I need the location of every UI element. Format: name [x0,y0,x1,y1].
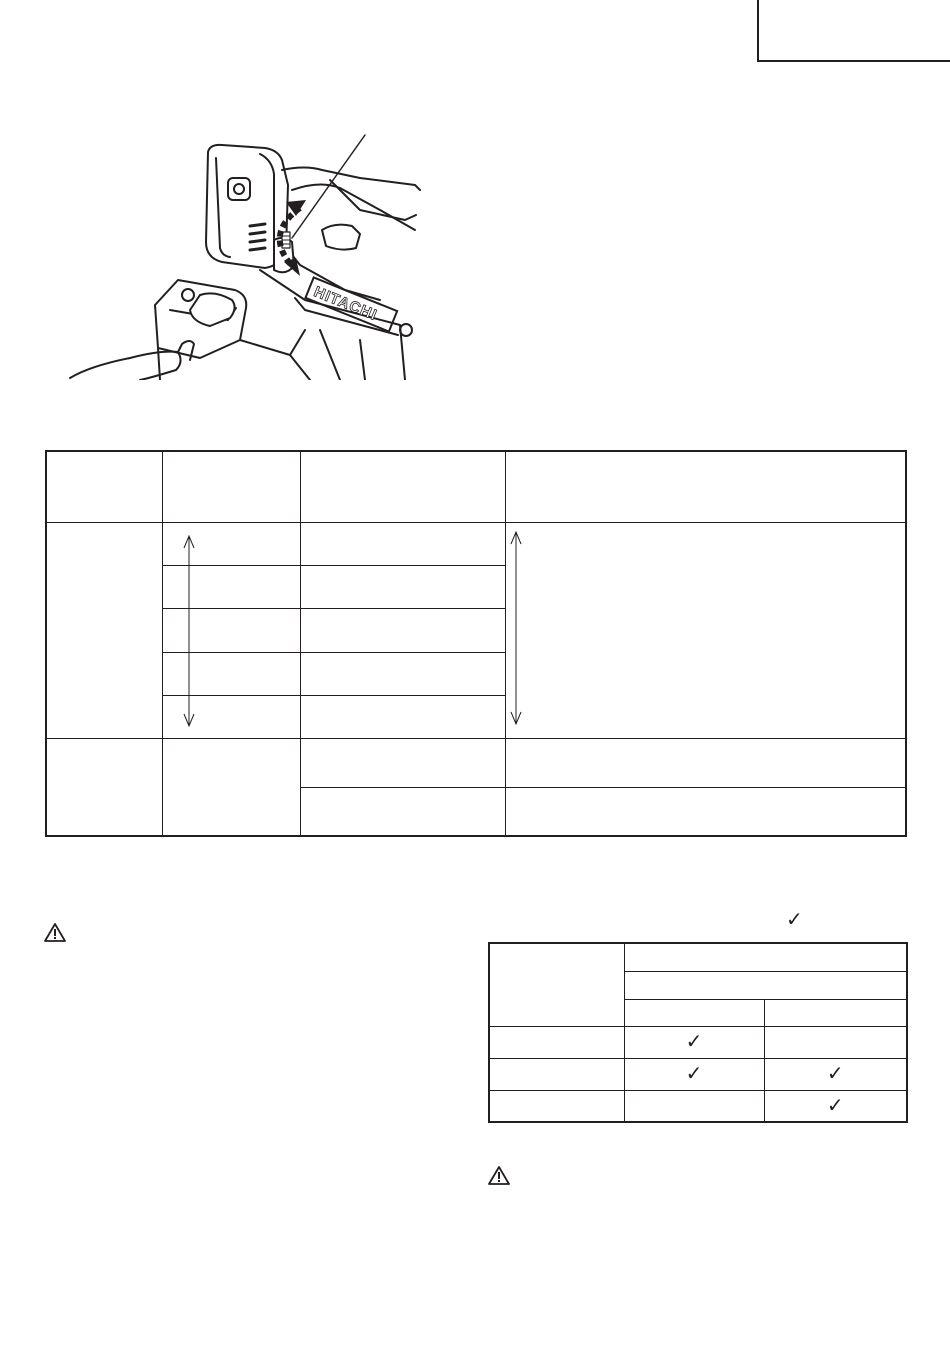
warning-triangle-icon [488,1165,510,1185]
mode-cell [46,738,162,836]
dial-cell [162,738,300,836]
header-cell [162,451,300,522]
table-header-row [489,943,907,971]
speed-cell [300,788,505,836]
header-cell [505,451,906,522]
check-cell [624,1026,764,1058]
check-cell [624,1090,764,1122]
brand-label: HITACHI [311,283,380,325]
dial-cell [162,609,300,652]
row-label-cell [489,1026,624,1058]
header-cell [624,943,907,971]
speed-cell [300,566,505,609]
dial-cell [162,566,300,609]
tool-illustration [60,130,430,380]
check-cell [764,1026,907,1058]
speed-setting-table [45,450,907,837]
speed-cell [300,652,505,695]
header-cell [624,971,907,999]
row-label-cell [489,1058,624,1090]
compatibility-table [488,942,908,1123]
page-tab-box [757,0,950,62]
header-cell [764,999,907,1026]
table-row [46,738,906,787]
table-row [489,1026,907,1058]
application-cell [505,522,906,738]
header-cell [624,999,764,1026]
table-header-row [46,451,906,522]
header-cell [300,451,505,522]
row-header-cell [489,943,624,1026]
check-cell [764,1090,907,1122]
table-row [489,1090,907,1122]
check-mark-icon: ✓ [685,1063,703,1085]
row-label-cell [489,1090,624,1122]
speed-cell [300,738,505,787]
application-cell [505,788,906,836]
speed-cell [300,522,505,565]
application-cell [505,738,906,787]
check-cell [764,1058,907,1090]
warning-triangle-icon [44,922,66,942]
check-mark-icon: ✓ [826,1094,844,1117]
dial-cell [162,522,300,565]
speed-cell [300,609,505,652]
header-cell [46,451,162,522]
speed-cell [300,695,505,738]
check-cell [624,1058,764,1090]
check-mark-icon: ✓ [826,1063,844,1085]
table-row [489,1058,907,1090]
mode-cell [46,522,162,738]
dial-cell [162,695,300,738]
check-mark-icon: ✓ [786,909,803,931]
dial-cell [162,652,300,695]
table-row [46,522,906,565]
check-mark-icon: ✓ [685,1031,703,1053]
